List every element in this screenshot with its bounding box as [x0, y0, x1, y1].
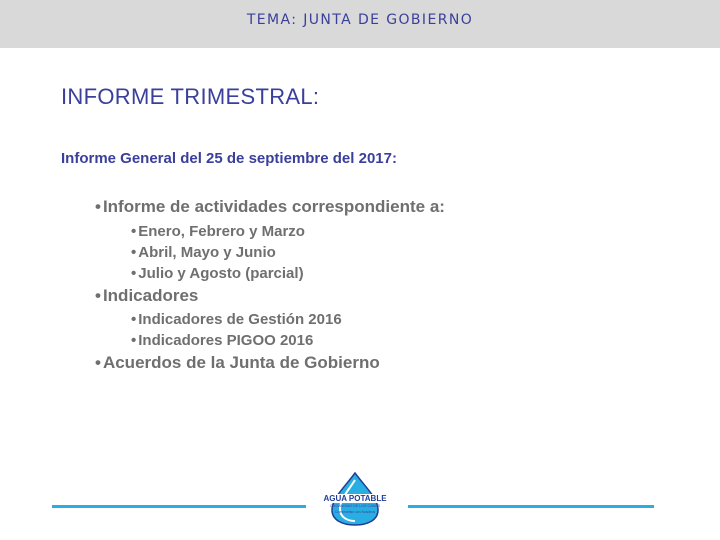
- sub-bullet-text: Indicadores de Gestión 2016: [138, 311, 342, 328]
- sub-bullet-item: • Abril, Mayo y Junio: [131, 244, 276, 261]
- logo-motto: Compromiso con Nosotros: [334, 510, 376, 514]
- logo-org: ORGANISMO DE LOS CABOS: [329, 504, 381, 508]
- bullet-item: • Indicadores: [95, 286, 199, 305]
- bullet-text: Informe de actividades correspondiente a:: [102, 197, 445, 216]
- bullet-text: Indicadores: [102, 286, 199, 305]
- bullet-item: • Informe de actividades correspondiente a:: [95, 197, 445, 216]
- footer-line-right: [408, 505, 654, 508]
- sub-bullet-text: Enero, Febrero y Marzo: [138, 223, 305, 240]
- bullet-text: Acuerdos de la Junta de Gobierno: [102, 353, 380, 372]
- sub-bullet-text: Indicadores PIGOO 2016: [138, 332, 314, 349]
- bullet-item: • Acuerdos de la Junta de Gobierno: [95, 353, 380, 372]
- sub-bullet-item: • Indicadores PIGOO 2016: [131, 332, 314, 349]
- sub-bullet-item: • Enero, Febrero y Marzo: [131, 223, 305, 240]
- sub-bullet-text: Abril, Mayo y Junio: [138, 244, 276, 261]
- agua-potable-logo: [300, 470, 410, 530]
- slide-topic: TEMA: JUNTA DE GOBIERNO: [246, 12, 474, 28]
- footer-line-left: [52, 505, 306, 508]
- sub-bullet-item: • Julio y Agosto (parcial): [131, 265, 304, 282]
- sub-bullet-text: Julio y Agosto (parcial): [138, 265, 304, 282]
- sub-bullet-item: • Indicadores de Gestión 2016: [131, 311, 342, 328]
- logo-brand: AGUA POTABLE: [314, 494, 396, 503]
- section-title: INFORME TRIMESTRAL:: [61, 84, 320, 109]
- report-subheading: Informe General del 25 de septiembre del 2017:: [61, 150, 397, 167]
